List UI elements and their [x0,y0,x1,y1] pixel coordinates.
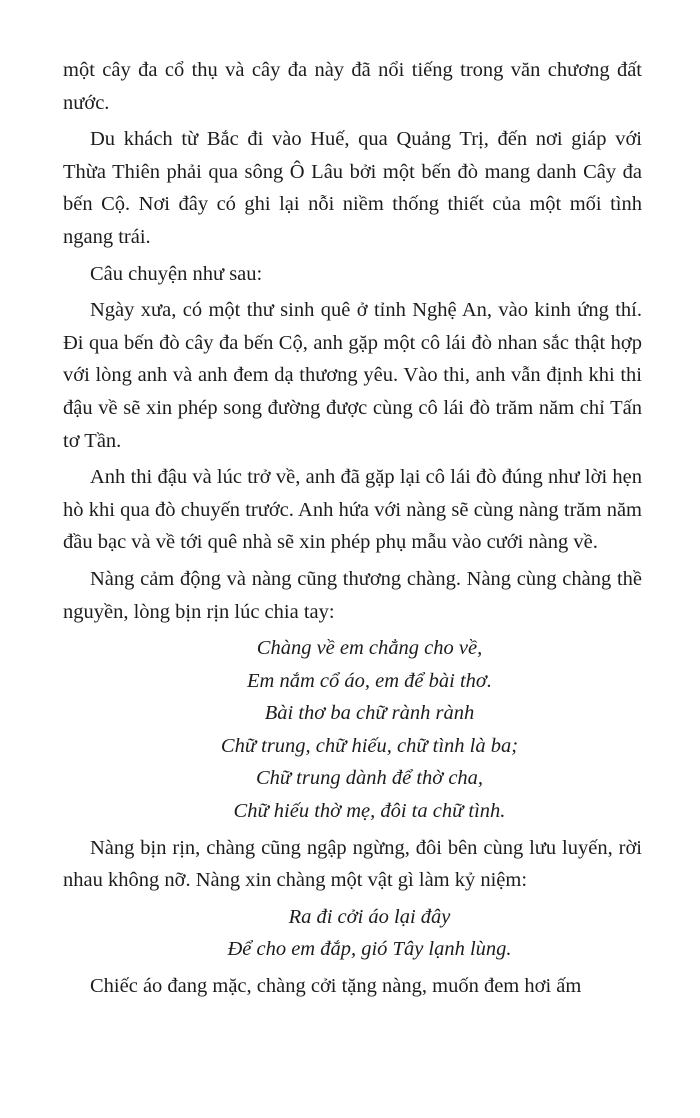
poem-verse-1 [63,632,642,828]
paragraph-coat: Chiếc áo đang mặc, chàng cởi tặng nàng, muốn đem hơi ấm [90,975,582,998]
verse-line: Bài thơ ba chữ rành rành [264,702,475,725]
verse-line: Em nắm cổ áo, em để bài thơ. [247,669,492,692]
paragraph-continued: một cây đa cổ thụ và cây đa này đã nổi tiếng trong văn chương đất nước. [63,59,642,114]
paragraph-ben-do: Du khách từ Bắc đi vào Huế, qua Quảng Trị, đến nơi giáp với Thừa Thiên phải qua sông Ô Lâu bởi một bến đò mang danh Cây đa bến Cộ. Nơi đây có ghi lại nỗi niềm thống thiết của một mối tình ngang trái. [63,128,642,248]
paragraph-story-intro: Câu chuyện như sau: [90,262,263,285]
paragraph-keepsake: Nàng bịn rịn, chàng cũng ngập ngừng, đôi bên cùng lưu luyến, rời nhau không nỡ. Nàng xin chàng một vật gì làm kỷ niệm: [63,836,642,892]
paragraph-farewell: Nàng cảm động và nàng cũng thương chàng. Nàng cùng chàng thề nguyền, lòng bịn rịn lúc chia tay: [63,567,642,623]
paragraph-thu-sinh: Ngày xưa, có một thư sinh quê ở tỉnh Nghệ An, vào kinh ứng thí. Đi qua bến đò cây đa bến Cộ, anh gặp một cô lái đò nhan sắc thật hợp với lòng anh và anh đem dạ thương yêu. Vào thi, anh vẫn định khi thi đậu về sẽ xin phép song đường được cùng cô lái đò trăm năm chỉ Tấn tơ Tần. [63,299,642,452]
verse-line: Chữ trung, chữ hiếu, chữ tình là ba; [220,734,519,757]
verse-line: Để cho em đắp, gió Tây lạnh lùng. [227,938,512,961]
verse-line: Ra đi cởi áo lại đây [288,905,451,928]
verse-line: Chữ trung dành để thờ cha, [255,767,484,790]
verse-line: Chàng về em chẳng cho về, [256,637,483,660]
verse-line: Chữ hiếu thờ mẹ, đôi ta chữ tình. [233,800,506,823]
poem-verse-2 [63,901,642,966]
paragraph-return: Anh thi đậu và lúc trở về, anh đã gặp lại cô lái đò đúng như lời hẹn hò khi qua đò chuyến trước. Anh hứa với nàng sẽ cùng nàng trăm năm đầu bạc và về tới quê nhà sẽ xin phép phụ mẫu vào cưới nàng về. [63,466,642,554]
